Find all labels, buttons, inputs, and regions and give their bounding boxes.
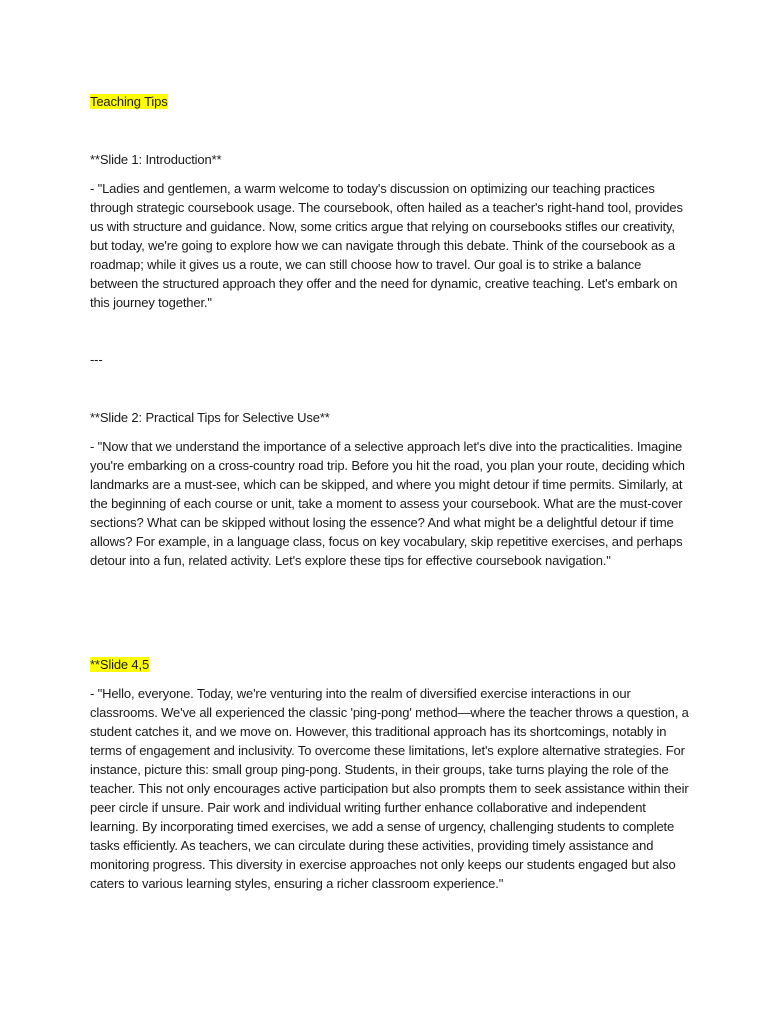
title-highlight: Teaching Tips <box>90 94 168 109</box>
slide2-body: - "Now that we understand the importance of a selective approach let's dive into the practicalities. Imagine you're embarking on a cross-country road trip. Before you hit the road, you plan your route, deciding which landmarks are a must-see, which can be skipped, and where you might detour if time permits. Similarly, at the beginning of each course or unit, take a moment to assess your coursebook. What are the must-cover sections? What can be skipped without losing the essence? And what might be a delightful detour if time allows? For example, in a language class, focus on key vocabulary, skip repetitive exercises, and perhaps detour into a fun, related activity. Let's explore these tips for effective coursebook navigation." <box>90 439 685 568</box>
section-separator: --- <box>90 352 103 367</box>
slide2-heading: **Slide 2: Practical Tips for Selective Use** <box>90 410 330 425</box>
slide45-heading <box>90 655 690 674</box>
slide45-body: - "Hello, everyone. Today, we're venturing into the realm of diversified exercise interactions in our classrooms. We've all experienced the classic 'ping-pong' method—where the teacher throws a question, a student catches it, and we move on. However, this traditional approach has its shortcomings, notably in terms of engagement and inclusivity. To overcome these limitations, let's explore alternative strategies. For instance, picture this: small group ping-pong. Students, in their groups, take turns playing the role of the teacher. This not only encourages active participation but also prompts them to seek assistance within their peer circle if unsure. Pair work and individual writing further enhance collaborative and independent learning. By incorporating timed exercises, we add a sense of urgency, challenging students to complete tasks efficiently. As teachers, we can circulate during these activities, providing timely assistance and monitoring progress. This diversity in exercise approaches not only keeps our students engaged but also caters to various learning styles, ensuring a richer classroom experience." <box>90 686 689 891</box>
slide1-heading: **Slide 1: Introduction** <box>90 152 222 167</box>
slide45-heading-highlight: **Slide 4,5 <box>90 657 150 672</box>
slide1-body: - "Ladies and gentlemen, a warm welcome to today's discussion on optimizing our teaching practices through strategic coursebook usage. The coursebook, often hailed as a teacher's right-hand tool, provides us with structure and guidance. Now, some critics argue that relying on coursebooks stifles our creativity, but today, we're going to explore how we can navigate through this debate. Think of the coursebook as a roadmap; while it gives us a route, we can still choose how to travel. Our goal is to strike a balance between the structured approach they offer and the need for dynamic, creative teaching. Let's embark on this journey together." <box>90 181 683 310</box>
document-title <box>90 92 690 111</box>
